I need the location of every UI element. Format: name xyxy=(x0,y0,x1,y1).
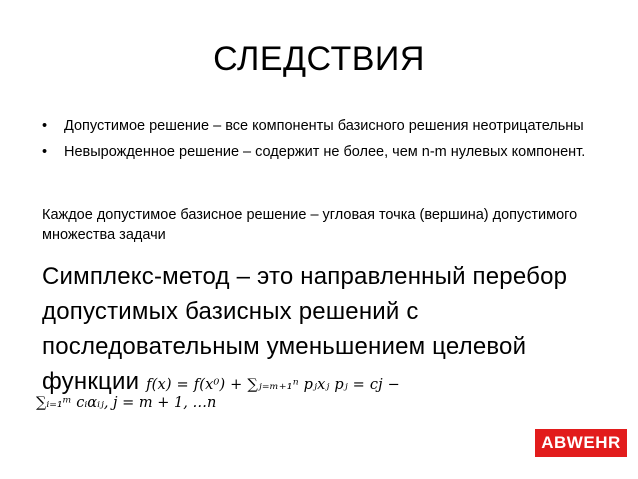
slide-title: СЛЕДСТВИЯ xyxy=(213,40,425,78)
brand-logo: ABWEHR xyxy=(535,429,627,457)
bullet-item xyxy=(42,142,602,162)
bullet-marker: • xyxy=(42,118,48,134)
bullet-list xyxy=(42,116,602,168)
bullet-item xyxy=(42,116,602,136)
main-statement xyxy=(42,259,622,403)
formula-objective: f(x) = f(x⁰) + ∑ⱼ₌ₘ₊₁ⁿ pⱼxⱼ pⱼ = cj − xyxy=(146,377,401,393)
bullet-text: Допустимое решение – все компоненты базисного решения неотрицательны xyxy=(64,118,584,134)
formula-coefficients: ∑ᵢ₌₁ᵐ cᵢαᵢⱼ, j = m + 1, …n xyxy=(36,395,217,411)
bullet-marker: • xyxy=(42,144,48,160)
main-statement-text: Симплекс-метод – это направленный перебор допустимых базисных решений с последовательным уменьшением целевой функции xyxy=(42,263,568,395)
conclusion-text: Каждое допустимое базисное решение – угловая точка (вершина) допустимого множества задачи xyxy=(42,207,578,243)
bullet-text: Невырожденное решение – содержит не более, чем n-m нулевых компонент. xyxy=(64,144,586,160)
